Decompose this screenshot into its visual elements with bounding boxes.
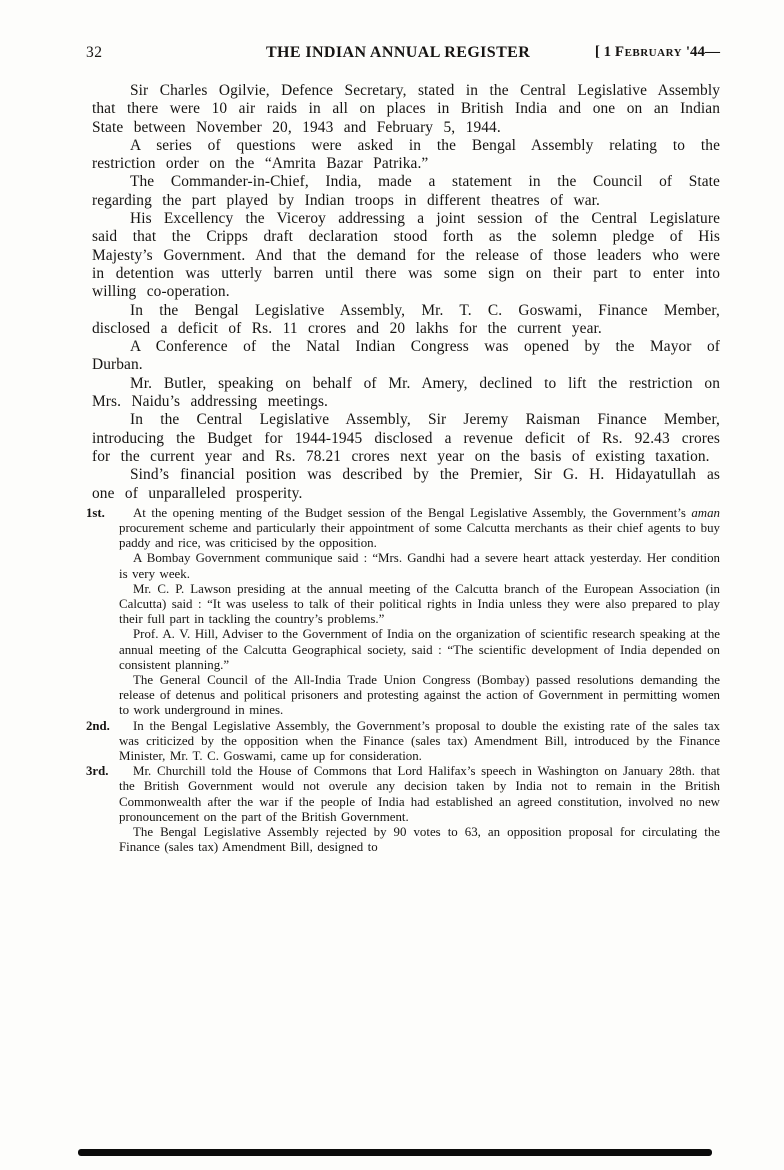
entry-label: 2nd.: [86, 718, 110, 733]
entry-paragraph: [119, 551, 720, 581]
dated-entry: [86, 506, 720, 719]
entry-paragraph: [119, 825, 720, 855]
date-marker: [595, 44, 720, 61]
date-marker-prefix: [ 1: [594, 44, 615, 60]
page-title: THE INDIAN ANNUAL REGISTER: [265, 44, 531, 61]
entry-text: In the Bengal Legislative Assembly, the Government’s proposal to double the existing rate of the sales tax was criticized by the opposition when the Finance (sales tax) Amendment Bill, introduced by the Finance Minister, Mr. T. C. Goswami, came up for consideration.: [119, 718, 720, 764]
entry-paragraph: [119, 673, 720, 719]
entry-paragraph: [119, 582, 720, 628]
body-paragraph: Sind’s financial position was described by the Premier, Sir G. H. Hidayatullah as one of unparalleled prosperity.: [92, 466, 720, 502]
date-marker-month: February: [614, 44, 683, 60]
entry-label: 1st.: [86, 505, 105, 520]
dated-entry: [86, 719, 720, 765]
body-paragraph: A series of questions were asked in the Bengal Assembly relating to the restriction order on the “Amrita Bazar Patrika.”: [92, 136, 720, 173]
entry-paragraph: [119, 506, 720, 552]
entry-text: A Bombay Government communique said : “Mrs. Gandhi had a severe heart attack yesterday. Her condition is very week.: [119, 551, 720, 581]
entry-text: At the opening menting of the Budget session of the Bengal Legislative Assembly, the Government’s: [133, 505, 692, 520]
body-paragraph: Sir Charles Ogilvie, Defence Secretary, stated in the Central Legislative Assembly that there were 10 air raids in all on places in British India and one on an Indian State between November 20, 1943 and February 5, 1944.: [92, 82, 720, 136]
entry-text: procurement scheme and particularly their appointment of some Calcutta merchants as their chief agents to buy paddy and rice, was criticised by the opposition.: [119, 521, 720, 551]
body-paragraph: In the Central Legislative Assembly, Sir Jeremy Raisman Finance Member, introducing the Budget for 1944-1945 disclosed a revenue deficit of Rs. 92.43 crores for the current year and Rs. 78.21 crores next year on the basis of existing taxation.: [92, 411, 720, 465]
dated-entry: [86, 764, 720, 855]
entry-text: Mr. C. P. Lawson presiding at the annual meeting of the Calcutta branch of the European Association (in Calcutta) said : “It was useless to talk of their political rights in India unless they were also prepared to play their full part in tackling the country’s problems.”: [119, 581, 720, 627]
entry-paragraph: [119, 719, 720, 765]
scan-artifact-bar: [78, 1149, 712, 1156]
body-paragraph: A Conference of the Natal Indian Congress was opened by the Mayor of Durban.: [92, 338, 720, 374]
body-text: [92, 82, 720, 503]
entry-text: Prof. A. V. Hill, Adviser to the Government of India on the organization of scientific research speaking at the annual meeting of the Calcutta Geographical society, said : “The scientific development of India depended on consistent planning.”: [119, 627, 720, 672]
dated-entries: [86, 506, 720, 856]
entry-paragraph: [119, 627, 720, 673]
running-head: [86, 44, 720, 66]
body-paragraph: His Excellency the Viceroy addressing a joint session of the Central Legislature said that the Cripps draft declaration stood forth as the solemn pledge of His Majesty’s Government. And that the demand for the release of those leaders who were in detention was utterly barren until there was some sign on their part to enter into willing co-operation.: [92, 210, 720, 301]
body-paragraph: The Commander-in-Chief, India, made a statement in the Council of State regarding the part played by Indian troops in different theatres of war.: [92, 173, 720, 209]
body-paragraph: In the Bengal Legislative Assembly, Mr. T. C. Goswami, Finance Member, disclosed a deficit of Rs. 11 crores and 20 lakhs for the current year.: [92, 301, 720, 337]
date-marker-suffix: '44—: [682, 44, 720, 60]
body-paragraph: Mr. Butler, speaking on behalf of Mr. Amery, declined to lift the restriction on Mrs. Naidu’s addressing meetings.: [92, 374, 720, 411]
entry-paragraph: [119, 764, 720, 825]
entry-label: 3rd.: [86, 764, 109, 779]
italic-term: aman: [691, 505, 720, 520]
entry-text: The General Council of the All-India Trade Union Congress (Bombay) passed resolutions demanding the release of detenus and political prisoners and protesting against the action of Government in permitting women to work underground in mines.: [119, 673, 720, 718]
entry-text: Mr. Churchill told the House of Commons that Lord Halifax’s speech in Washington on January 28th. that the British Government would not overule any decision taken by India not to remain in the British Commonwealth after the war if the people of India had established an agreed constitution, involved no new pronouncement on the part of the British Government.: [119, 764, 720, 824]
entry-text: The Bengal Legislative Assembly rejected by 90 votes to 63, an opposition proposal for circulating the Finance (sales tax) Amendment Bill, designed to: [119, 825, 720, 855]
page-number: 32: [86, 44, 103, 61]
